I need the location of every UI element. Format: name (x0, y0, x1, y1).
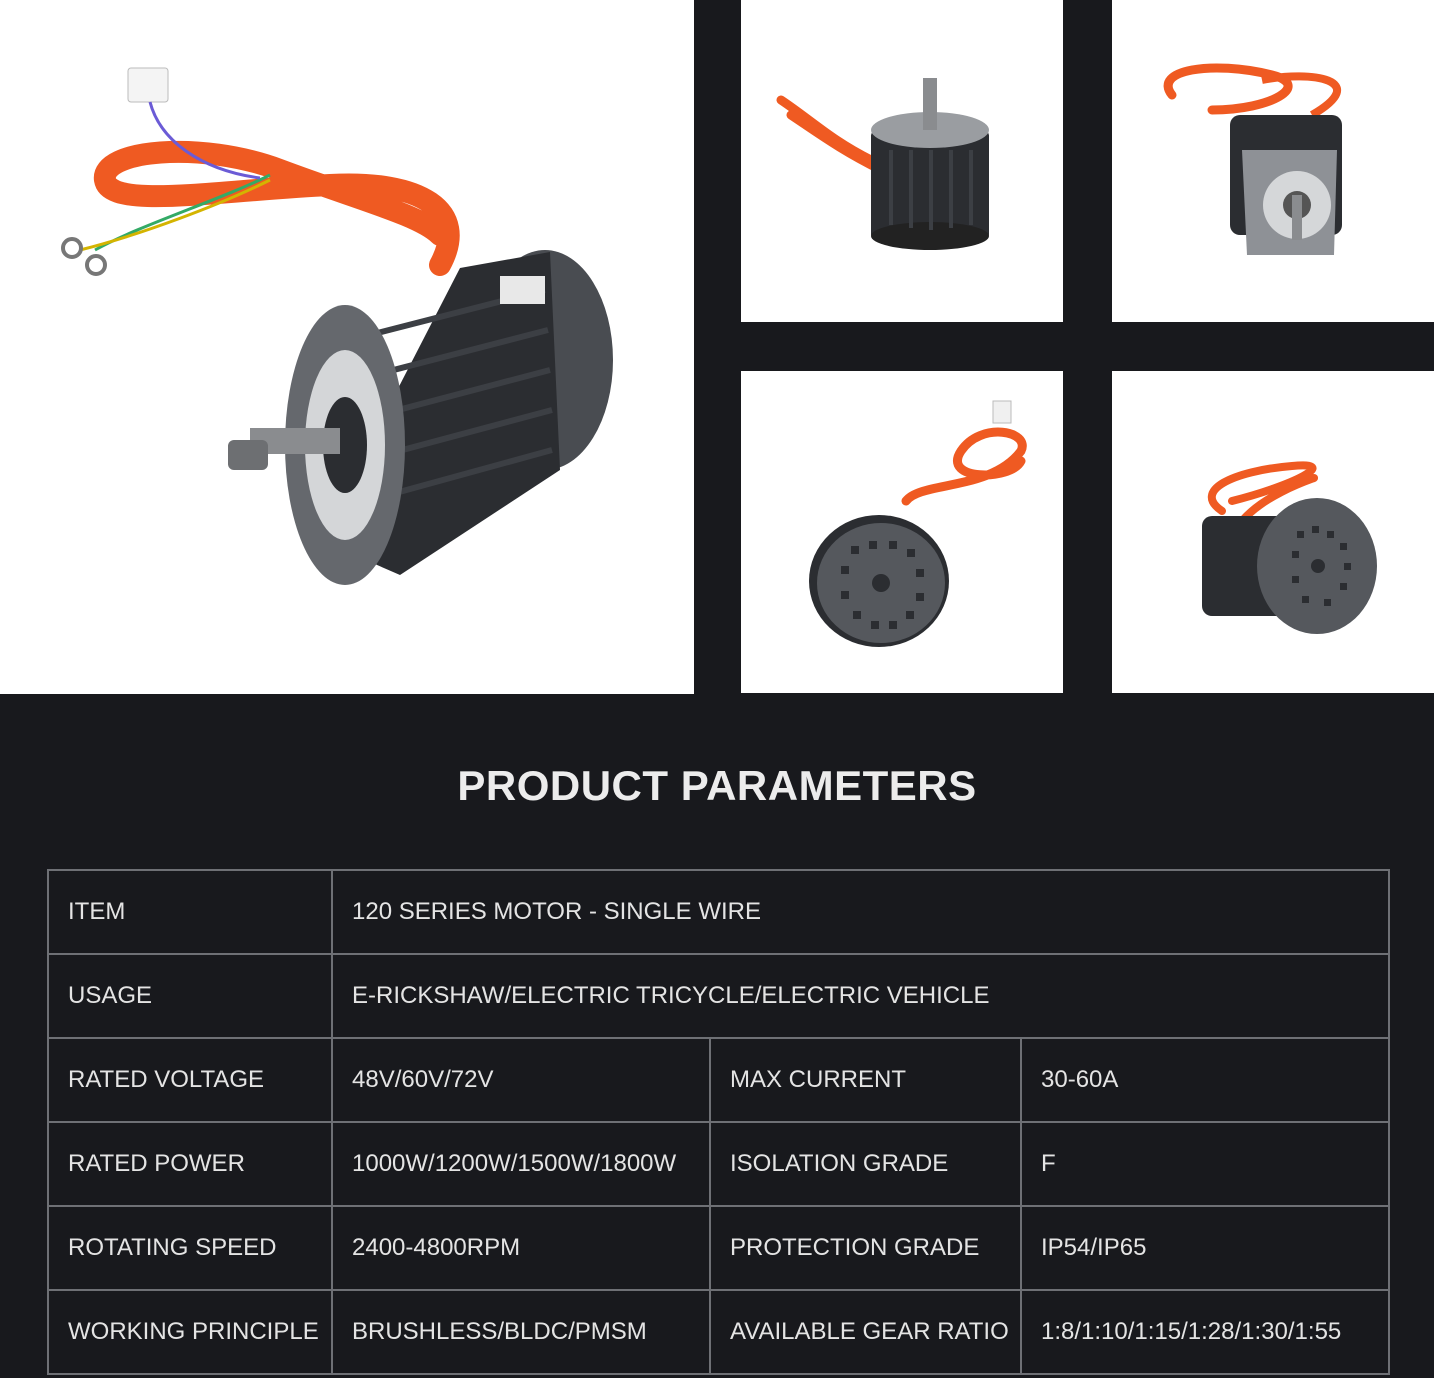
param-label: ITEM (48, 870, 332, 954)
param-value: 1:8/1:10/1:15/1:28/1:30/1:55 (1021, 1290, 1389, 1374)
param-label: ROTATING SPEED (48, 1206, 332, 1290)
table-row (48, 870, 1389, 954)
motor-side-view-image (0, 0, 694, 694)
param-label: PROTECTION GRADE (710, 1206, 1021, 1290)
param-label: MAX CURRENT (710, 1038, 1021, 1122)
param-value: BRUSHLESS/BLDC/PMSM (332, 1290, 710, 1374)
param-label: WORKING PRINCIPLE (48, 1290, 332, 1374)
table-row (48, 1122, 1389, 1206)
table-row (48, 1038, 1389, 1122)
param-value: 120 SERIES MOTOR - SINGLE WIRE (332, 870, 1389, 954)
motor-angle-view-image (1112, 371, 1434, 693)
param-value: 1000W/1200W/1500W/1800W (332, 1122, 710, 1206)
param-value: F (1021, 1122, 1389, 1206)
param-label: RATED POWER (48, 1122, 332, 1206)
param-value: IP54/IP65 (1021, 1206, 1389, 1290)
param-label: USAGE (48, 954, 332, 1038)
param-label: ISOLATION GRADE (710, 1122, 1021, 1206)
page-title: PRODUCT PARAMETERS (457, 762, 977, 809)
motor-rear-cover-image (741, 371, 1063, 693)
table-row (48, 954, 1389, 1038)
param-value: 48V/60V/72V (332, 1038, 710, 1122)
param-label: AVAILABLE GEAR RATIO (710, 1290, 1021, 1374)
param-value: E-RICKSHAW/ELECTRIC TRICYCLE/ELECTRIC VEHICLE (332, 954, 1389, 1038)
table-row (48, 1206, 1389, 1290)
table-row (48, 1290, 1389, 1374)
param-value: 2400-4800RPM (332, 1206, 710, 1290)
product-parameters-table (47, 869, 1390, 1375)
motor-top-view-image (741, 0, 1063, 322)
param-label: RATED VOLTAGE (48, 1038, 332, 1122)
motor-front-view-image (1112, 0, 1434, 322)
param-value: 30-60A (1021, 1038, 1389, 1122)
